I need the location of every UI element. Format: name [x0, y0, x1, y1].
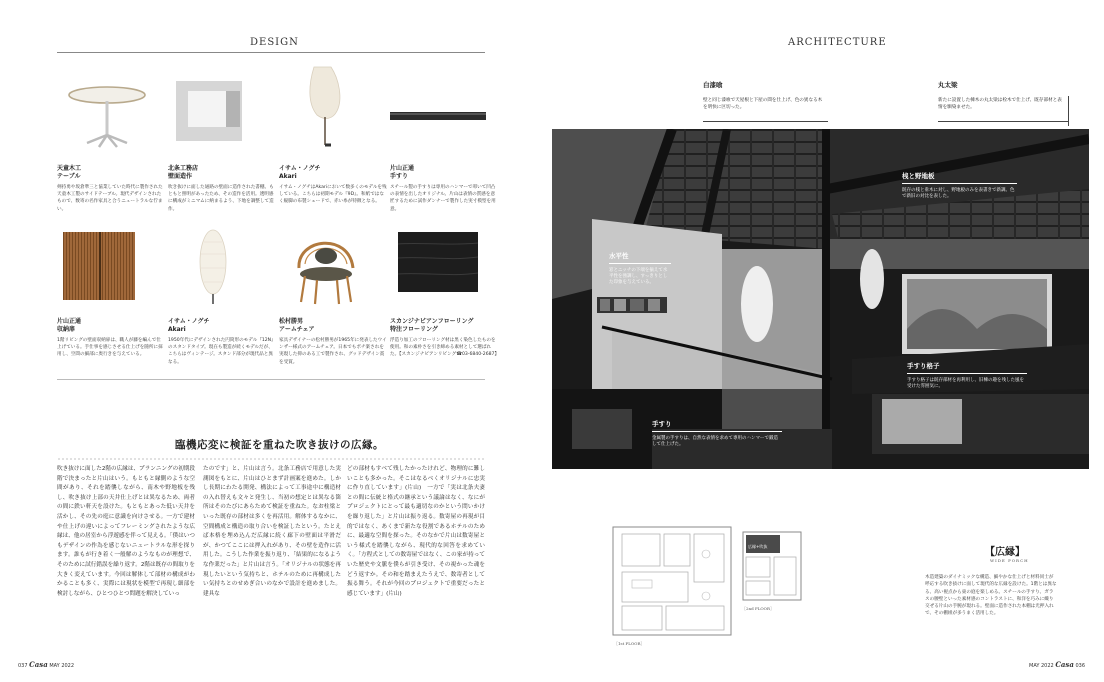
label-suiheisei: [609, 251, 671, 285]
wall-niche-image: [168, 75, 268, 153]
label-title: 桟と野地板: [902, 171, 1017, 184]
product-storage-door: [57, 228, 175, 359]
article-headline: 臨機応変に検証を重ねた吹き抜けの広縁。: [175, 439, 384, 451]
product-name: 片山正通 収納扉: [57, 318, 82, 333]
label-san-nojiita: [902, 171, 1017, 199]
label-tesuri: [652, 419, 782, 447]
article-column-1: 吹き抜けに面した2階の広縁は、プランニングの初期段階で決まったと片山はいう。もともと縁側のような空間があり、それを踏襲しながら、南木や野地板を残し、吹き抜け上部の天井仕上げとは異なるため、両者の間に鉄い軒天を設けた。もともとあった低い天井を活かし、その先の庭に意識を向けさせる。一方で建材や仕上げの違いによってフレーミングされたような広縁は、他の居室から浮遊感を伴って見える。「僕はいつもデザインの作為を感じないニュートラルな形を探ります。誰もが行き着く一般解のようなものが理想で、そのために試行錯誤を繰り返す。2階は既存の間取りを大きく変えています。今回は解体して部材の構成がわかることも多く、実際には現状を模型で再現し細部を検討しながら、ひとつひとつ問題を解決していっ: [57, 466, 195, 597]
plan-caption-1f: ［1st FLOOR］: [614, 641, 645, 646]
product-description: 1950年代にデザインされた円筒形のモデル『12N』のスタンドタイプ。現在も製造が続くモデルだが、こちらはヴィンテージ。スタンド部分が現代品と異なる。: [168, 338, 276, 365]
product-armchair: [279, 228, 397, 366]
plan-room-label: 広縁+吹抜: [748, 544, 768, 549]
footer-left: [18, 660, 74, 669]
product-table: [57, 75, 175, 213]
product-name: イサム・ノグチ Akari: [168, 318, 210, 333]
label-text: 窓とニッチの下端を揃えて水平性を強調し、すっきりとした印象を与えている。: [609, 268, 668, 285]
callout-shirashikkui: [703, 82, 823, 111]
product-handrail: [390, 75, 508, 213]
article-column-3: どの部材もすべて残したかったけれど、物理的に難しいことも多かった。そこはなるべくオリジナルに忠実に作り直しています」(片山) 一方で「実は北条夫妻との間に伝統と格式の継承という議論はなく、なにがプロジェクトにとって最も適切なのかという問いかけを繰り返した」と片山は振り返る。数寄屋の再現が目的ではなく、あくまで新たな役割であるホテルのために、最適な空間を探った。そのなかで片山は数寄屋という様式を踏襲しながら、現代的な回答を求めていく。「方程式としての数寄屋ではなく、この家が持っていた歴史や文脈を僕らが引き受け、その視かった魂をどう返すか。その和を踏まえたうえで、数寄者として振る舞う。それが今回のプロジェクトで重要だったと感じています」(片山): [347, 466, 485, 597]
product-name: スカンジナビアンフローリング 特注フローリング: [390, 318, 474, 333]
footer-right: [1029, 660, 1085, 669]
architecture-section-title: ARCHITECTURE: [788, 37, 887, 48]
magazine-logo: Casa: [29, 660, 48, 669]
product-description: スチール製の手すりは専用のハンマーで叩いて凹凸の表情を出したオリジナル。片山は表情の質感を意匠するために試作ダンナーで製作した実寸模型を用意。: [390, 185, 496, 212]
label-title: 水平性: [609, 251, 671, 264]
product-description: イサム・ノグチはAkariにおいて数多くのモデルを残している。こちらは初期モデル『9D』。和紙ではなく縦脚の布製シェードで、赤い糸が特徴となる。: [279, 185, 387, 205]
akari-12n-image: [168, 228, 268, 306]
handrail-image: [390, 75, 490, 153]
label-title: 手すり格子: [907, 361, 1027, 374]
label-text: 金属製の手すりは、自然な表情を求めて専用のハンマーで鍛造して仕上げた。: [652, 436, 778, 447]
product-description: 剣持勇や坂倉準三と協業していた時代に製作された天童木工製のサイドテーブル。現代デザインされたもので、数寄の名作家具と合うニュートラルな佇まい。: [57, 185, 163, 212]
product-name: 片山正通 手すり: [390, 165, 415, 180]
hiroen-title: 【広縁】: [985, 547, 1025, 558]
product-name: 松村勝男 アームチェア: [279, 318, 315, 333]
dotted-divider: [57, 457, 485, 461]
product-name: 天童木工 テーブル: [57, 165, 82, 180]
product-description: 吹き抜けに面した通路の壁面に造作された書棚。もともと照明があったため、その造作を活用。透明感に構成がミニマムに納まるよう、下地を調整して造作。: [168, 185, 274, 212]
floor-plan-2f: [742, 531, 802, 601]
magazine-logo: Casa: [1055, 660, 1074, 669]
plan-caption-2f: ［2nd FLOOR］: [742, 606, 774, 611]
architecture-photo: [552, 129, 1089, 469]
akari-lamp-image: [279, 63, 379, 153]
page-number: 036: [1075, 663, 1086, 669]
hiroen-description: 木造建築のダイナミックな構造、細やかな仕上げと材料同士が呼応する吹き抜けに面して現代的な広縁を設けた。1階とは異なる、高い視点から東の庭を楽しめる。スチールの手すり、ガラスの腰壁といった素材感のコントラストに、和洋を巧みに織り交ぜる片山の手腕が現れる。壁面に造作された本棚は光押入れで、その棚組が多うまく活用した。: [925, 575, 1057, 617]
design-section-title: DESIGN: [250, 37, 299, 48]
callout-marutahari: [938, 82, 1063, 111]
callout-leader: [1068, 96, 1069, 126]
table-illustration: [57, 75, 157, 153]
callout-title: 白漆喰: [703, 81, 723, 89]
page-number: 037: [18, 663, 28, 669]
armchair-image: [279, 228, 379, 306]
issue-date: MAY 2022: [1029, 663, 1054, 669]
design-title-rule: [57, 52, 485, 53]
product-description: 家具デザイナーの松村勝男が1965年に発表したウインザー様式のアームチェア。日本でもポチ楽されを実現した抑のある工で製作され、グッドデザイン賞を受賞。: [279, 338, 387, 365]
callout-text: 壁と同じ漆喰で天屋根と下屋の間を仕上げ、色の異なる木を明快に区切った。: [703, 98, 823, 110]
product-akari-12n: [168, 228, 286, 366]
product-name: イサム・ノグチ Akari: [279, 165, 321, 180]
flooring-image: [390, 228, 490, 306]
callout-text: 新たに設置した棟木の丸太梁は栓木で仕上げ、既存部材と表情を馴染ませた。: [938, 98, 1062, 110]
product-description: 浮造り加工のフローリング材は黒く染色したものを使用。和の素朴さを引き締める素材として選ばれた。【スカンジナビアンリビング☎03-6840-2687】: [390, 338, 500, 358]
product-akari-floor-lamp: [279, 63, 397, 206]
floor-plan-1f: [612, 526, 732, 636]
hiroen-subtitle: WIDE PORCH: [990, 558, 1029, 563]
label-text: 既存の桟と垂木に対し、野地板のみを表書きで新調。色で新旧の対比を表した。: [902, 188, 1015, 199]
label-title: 手すり: [652, 419, 782, 432]
article-column-2: たのです」と、片山は言う。北条工務店で用意した実測図をもとに、片山はひとまず計画案を進めた。しかし長期にわたる開発、構法によって工事途中に構造材の入れ替えも文々と発生し、当初の想定とは異なる箇所はそのたびにあらためて検証を重ねた。なお柱梁といった既存の部材は多くを再活用。解体するなかに、空間構成と構造の取り合いを検証したという。たとえば本格を埋め込んだ広縁に続く廊下の壁面は平滑だが、かつてここには押入れがあり、その壁を造作に活用した。こうした作業を振り返り、「結果的になるような作業だった」と片山は言う。「オリジナルの状態を再現したいという気持ちと、ホテルのために再構成したい気持ちとのせめぎ合いのなかで設計を進めました。建具な: [203, 466, 341, 597]
product-wall-niche: [168, 75, 286, 213]
product-description: 1階リビングの壁面収納扉は、職人が藤を編んで仕上げている。手仕事を感じさせる仕上げを随所に採用し、空間の細部に奥行きを与えている。: [57, 338, 163, 358]
callout-title: 丸太梁: [938, 81, 958, 89]
label-tesuri-koshi: [907, 361, 1027, 389]
product-flooring: [390, 228, 508, 359]
design-bottom-rule: [57, 379, 485, 380]
rattan-door-image: [57, 228, 157, 306]
callout-leader: [938, 121, 1068, 122]
label-text: 手すり格子は既存部材を再利用し、旧棟の趣を残した風を受けた雰囲気に。: [907, 378, 1024, 389]
issue-date: MAY 2022: [49, 663, 75, 669]
product-name: 北条工務店 壁面造作: [168, 165, 199, 180]
callout-leader: [703, 121, 828, 122]
